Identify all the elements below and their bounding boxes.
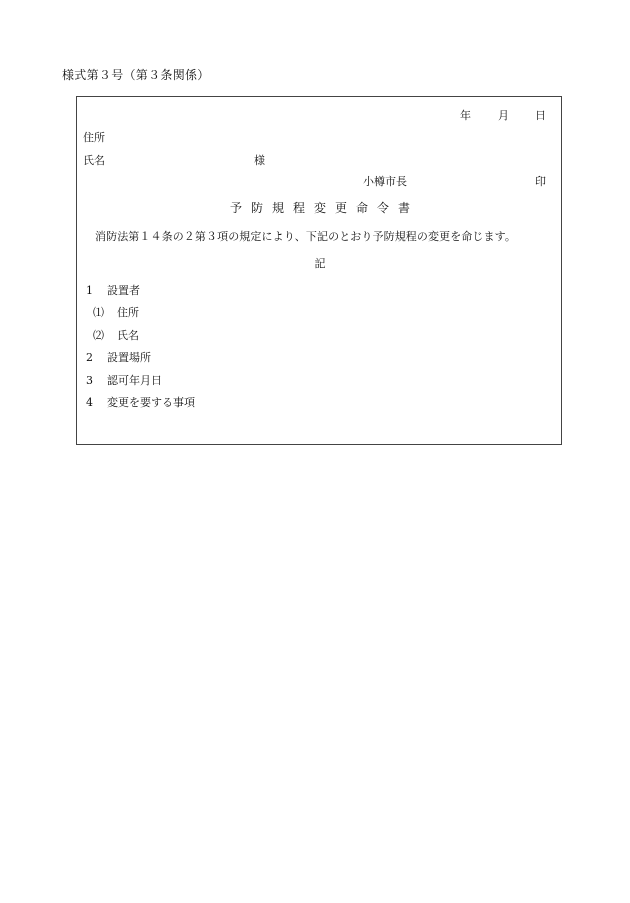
sub-list-item [93, 304, 139, 320]
list-item [86, 372, 162, 388]
honorific: 様 [254, 154, 265, 167]
list-item [86, 282, 140, 298]
sub-item-label: 氏名 [117, 329, 139, 342]
list-item [86, 349, 151, 365]
sub-item-label: 住所 [117, 306, 139, 319]
sub-item-number: ⑵ [93, 329, 104, 342]
item-label: 変更を要する事項 [107, 396, 195, 409]
form-number: 様式第３号（第３条関係） [62, 68, 210, 82]
recipient-name-label: 氏名 [83, 154, 105, 167]
item-label: 設置場所 [107, 351, 151, 364]
item-label: 設置者 [107, 284, 140, 297]
item-number: 3 [86, 374, 93, 387]
item-number: 1 [86, 284, 93, 297]
document-title: 予防規程変更命令書 [229, 201, 419, 215]
item-number: 4 [86, 396, 93, 409]
list-item [86, 394, 195, 410]
issuer-title: 小樽市長 [363, 175, 407, 188]
sub-item-number: ⑴ [93, 306, 104, 319]
date-day-label: 日 [535, 109, 546, 122]
sub-list-item [93, 327, 139, 343]
date-year-label: 年 [460, 109, 471, 122]
date-month-label: 月 [498, 109, 509, 122]
item-number: 2 [86, 351, 93, 364]
ki-heading: 記 [314, 257, 326, 270]
order-body-text: 消防法第１４条の２第３項の規定により、下記のとおり予防規程の変更を命じます。 [95, 230, 516, 243]
item-label: 認可年月日 [107, 374, 162, 387]
form-frame [76, 96, 562, 445]
seal-mark: 印 [535, 175, 546, 188]
recipient-address-label: 住所 [83, 131, 105, 144]
